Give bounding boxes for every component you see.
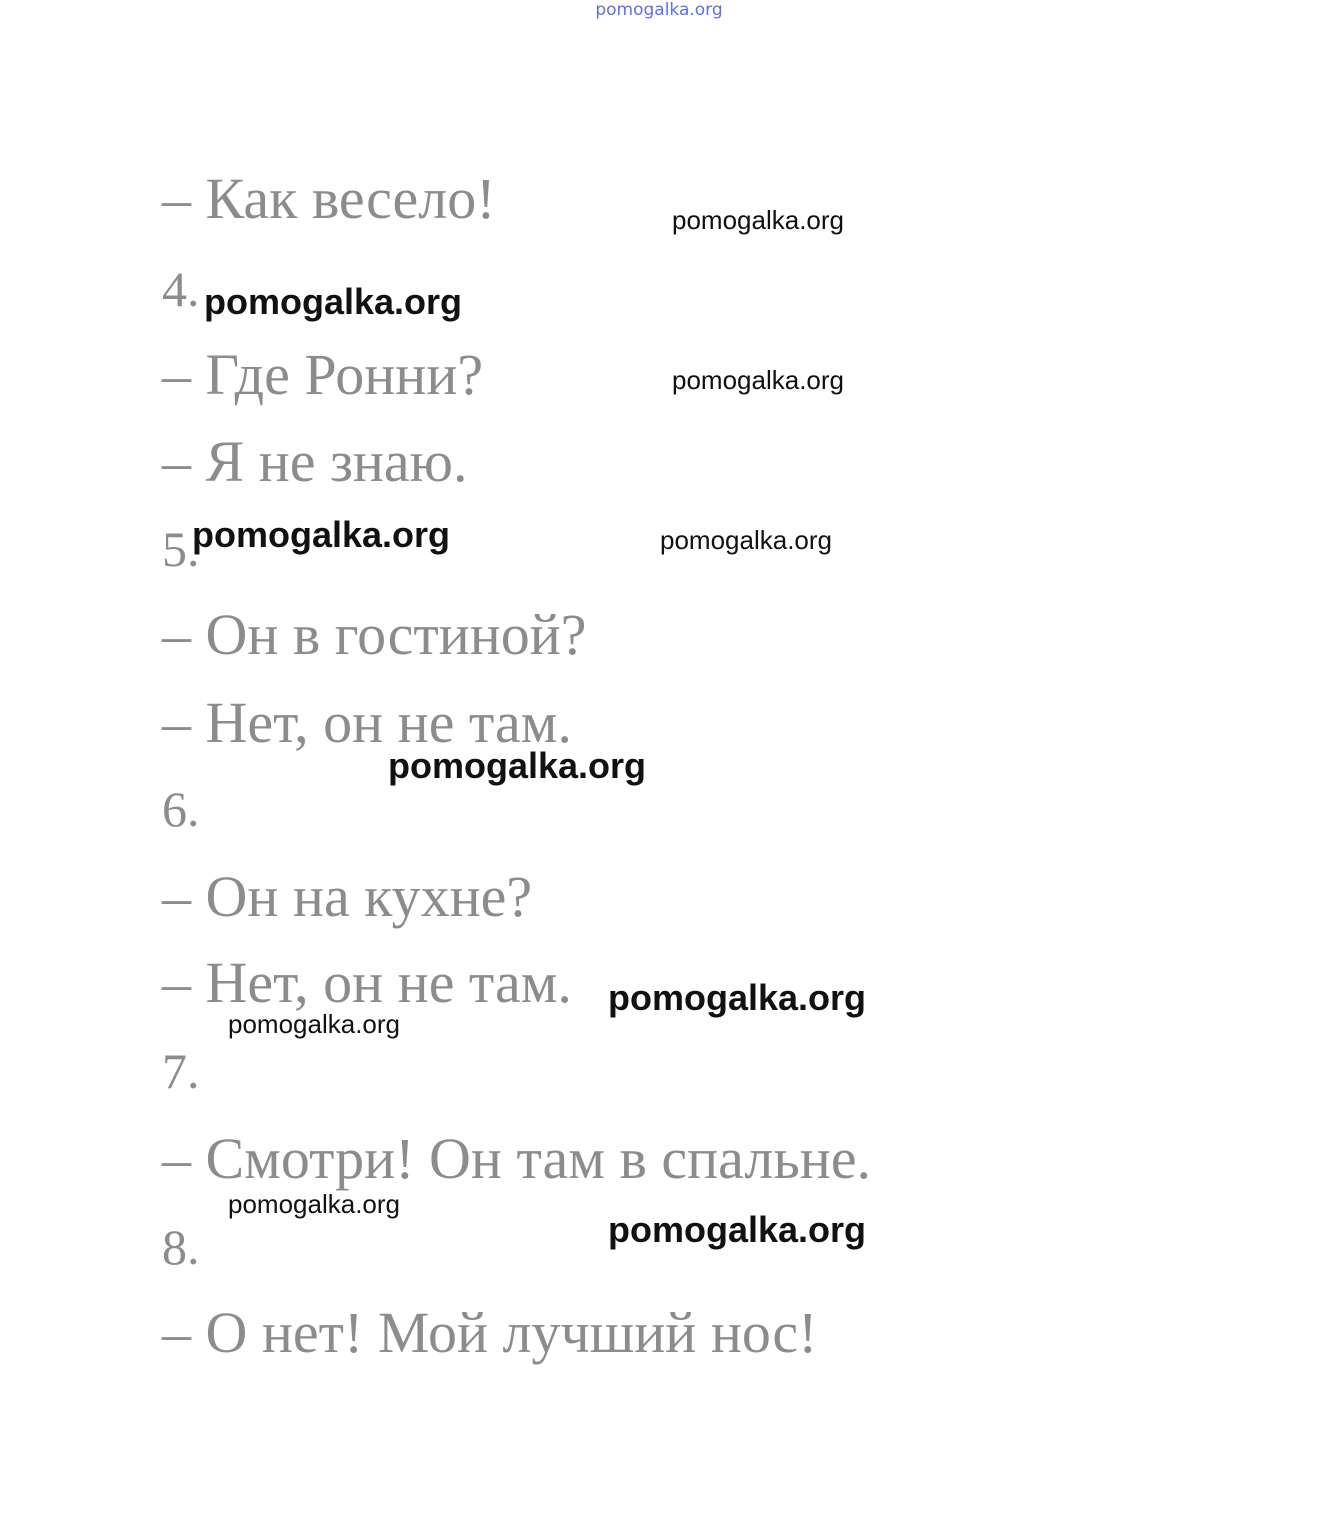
- watermark: pomogalka.org: [228, 1189, 400, 1219]
- exercise-number: 8.: [162, 1219, 200, 1275]
- dialogue-line: – Он на кухне?: [162, 864, 533, 929]
- watermark: pomogalka.org: [388, 745, 647, 786]
- exercise-number: 5.: [162, 521, 200, 577]
- dialogue-line: – Я не знаю.: [162, 429, 468, 494]
- watermark: pomogalka.org: [672, 205, 844, 235]
- dialogue-line: – О нет! Мой лучший нос!: [162, 1300, 818, 1365]
- dialogue-line: – Он в гостиной?: [162, 602, 587, 667]
- header-watermark: pomogalka.org: [595, 0, 723, 20]
- dialogue-line: – Как весело!: [162, 166, 496, 231]
- exercise-number: 4.: [162, 261, 200, 317]
- dialogue-line: – Где Ронни?: [162, 342, 484, 407]
- dialogue-line: – Нет, он не там.: [162, 950, 572, 1015]
- exercise-number: 6.: [162, 781, 200, 837]
- watermark: pomogalka.org: [228, 1009, 400, 1039]
- watermark: pomogalka.org: [660, 525, 832, 555]
- dialogue-line: – Нет, он не там.: [162, 690, 572, 755]
- watermark: pomogalka.org: [192, 514, 451, 555]
- exercise-number: 7.: [162, 1043, 200, 1099]
- dialogue-line: – Смотри! Он там в спальне.: [162, 1126, 872, 1191]
- watermark: pomogalka.org: [608, 977, 867, 1018]
- watermark: pomogalka.org: [204, 281, 463, 322]
- watermark: pomogalka.org: [608, 1209, 867, 1250]
- watermark: pomogalka.org: [672, 365, 844, 395]
